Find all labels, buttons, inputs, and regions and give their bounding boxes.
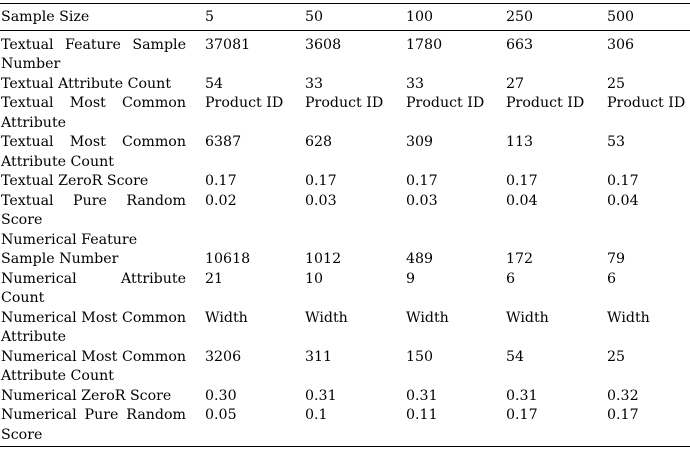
table-row	[0, 94, 690, 133]
table-cell: Width	[205, 309, 248, 326]
table-cell: 0.32	[607, 387, 639, 404]
header-cell-50: 50	[305, 9, 324, 25]
row-label: Numerical Attribute Count	[1, 270, 186, 306]
table-cell: 37081	[205, 36, 251, 53]
table-cell: 1012	[305, 251, 342, 267]
table-cell: 0.31	[406, 387, 438, 404]
table-row	[0, 34, 690, 75]
table-cell: 6	[607, 270, 617, 287]
row-label: Textual Most Common Attribute	[1, 95, 186, 131]
table-cell: 306	[607, 36, 635, 53]
row-label: Sample Number	[1, 251, 119, 267]
table-cell: Product ID	[607, 95, 686, 111]
table-cell: 0.30	[205, 387, 237, 404]
table-cell: 21	[205, 270, 224, 287]
table-cell	[200, 231, 300, 251]
table-cell: Width	[406, 309, 449, 326]
row-label: Numerical Most Common Attribute	[1, 309, 186, 345]
table-cell: 3608	[305, 36, 342, 53]
header-cell-100: 100	[406, 9, 434, 25]
table-cell	[300, 231, 401, 251]
table-cell: 10618	[205, 251, 251, 267]
table-cell: 309	[406, 134, 434, 150]
table-cell: 6387	[205, 134, 242, 150]
table-cell: Product ID	[305, 95, 384, 111]
table-cell: 25	[607, 75, 626, 92]
table-cell: 54	[506, 348, 525, 365]
table-cell: 54	[205, 75, 224, 92]
row-label: Textual Most Common Attribute Count	[1, 134, 186, 170]
table-cell: 3206	[205, 348, 242, 365]
row-label: Textual Feature Sample Number	[1, 36, 186, 72]
table-bottom-rule	[0, 446, 690, 447]
table-cell: 0.11	[406, 407, 438, 423]
table-row	[0, 192, 690, 231]
table-cell: 150	[406, 348, 434, 365]
table-cell: 25	[607, 348, 626, 365]
table-cell: 1780	[406, 36, 443, 53]
table-cell: 0.02	[205, 192, 237, 209]
table-cell: 0.1	[305, 407, 328, 423]
table-cell: Product ID	[205, 95, 284, 111]
table-cell: 113	[506, 134, 534, 150]
table-cell: Width	[506, 309, 549, 326]
table-row	[0, 250, 690, 270]
table-row	[0, 231, 690, 251]
table-cell: Width	[607, 309, 650, 326]
row-label: Numerical Feature	[1, 231, 138, 248]
table-cell: 0.03	[305, 192, 337, 209]
header-cell-5: 5	[205, 9, 215, 25]
table-row	[0, 406, 690, 445]
table-row	[0, 348, 690, 387]
table-cell: 33	[305, 75, 324, 92]
row-label: Numerical Pure Random Score	[1, 407, 186, 443]
table-cell: 172	[506, 251, 534, 267]
table-cell: 33	[406, 75, 425, 92]
table-cell: 0.04	[607, 192, 639, 209]
table-cell: Product ID	[506, 95, 585, 111]
row-label: Numerical Most Common Attribute Count	[1, 348, 186, 384]
row-label: Textual Attribute Count	[1, 75, 172, 92]
table-cell	[501, 231, 602, 251]
table-cell: 0.31	[506, 387, 538, 404]
table-header	[0, 4, 690, 34]
table-cell: 0.05	[205, 407, 237, 423]
table-cell: 0.31	[305, 387, 337, 404]
table-cell: 0.17	[305, 173, 337, 189]
table-cell: 0.17	[607, 407, 639, 423]
table-cell: 10	[305, 270, 324, 287]
table-cell: 0.17	[607, 173, 639, 189]
table-cell: 0.17	[506, 407, 538, 423]
table-cell: Product ID	[406, 95, 485, 111]
table-cell: 0.04	[506, 192, 538, 209]
table-body	[0, 34, 690, 446]
table-row	[0, 172, 690, 192]
table-cell: Width	[305, 309, 348, 326]
header-cell-sample-size: Sample Size	[1, 9, 90, 25]
table-cell: 0.17	[406, 173, 438, 189]
table-cell: 0.03	[406, 192, 438, 209]
table-cell	[602, 231, 690, 251]
table-row	[0, 75, 690, 95]
header-cell-250: 250	[506, 9, 534, 25]
table-cell: 489	[406, 251, 434, 267]
table-cell: 311	[305, 348, 333, 365]
table-cell	[401, 231, 501, 251]
sample-size-statistics-table	[0, 4, 690, 445]
table-row	[0, 270, 690, 309]
table-cell: 79	[607, 251, 626, 267]
header-row	[0, 4, 690, 34]
row-label: Textual Pure Random Score	[1, 192, 186, 228]
row-label: Numerical ZeroR Score	[1, 387, 172, 404]
table-cell: 27	[506, 75, 525, 92]
table-row	[0, 133, 690, 172]
header-cell-500: 500	[607, 9, 635, 25]
table-cell: 9	[406, 270, 416, 287]
table-cell: 6	[506, 270, 516, 287]
table-cell: 663	[506, 36, 534, 53]
table-cell: 0.17	[506, 173, 538, 189]
table-cell: 53	[607, 134, 626, 150]
table-row	[0, 309, 690, 348]
table-cell: 0.17	[205, 173, 237, 189]
table-cell: 628	[305, 134, 333, 150]
row-label: Textual ZeroR Score	[1, 173, 149, 189]
table-row	[0, 387, 690, 407]
